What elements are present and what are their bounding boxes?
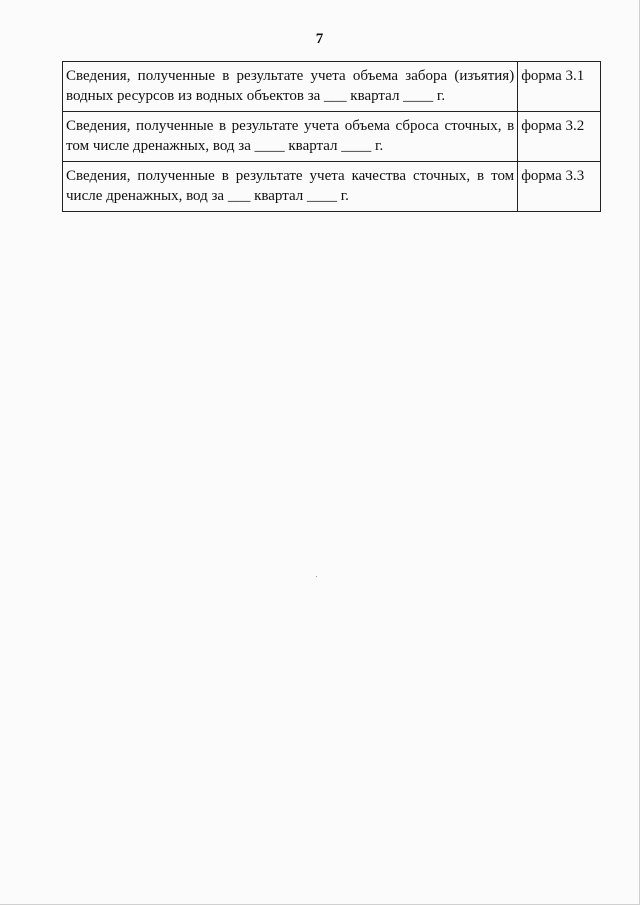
row-description: Сведения, полученные в результате учета качества сточных, в том числе дренажных, вод за ___ квартал ____ г. (63, 162, 518, 212)
table-row (63, 62, 601, 112)
row-form-reference: форма 3.2 (518, 112, 601, 162)
table-row (63, 112, 601, 162)
table-row (63, 162, 601, 212)
scan-speck (316, 576, 317, 577)
page-number: 7 (315, 31, 324, 47)
row-description: Сведения, полученные в результате учета объема забора (изъятия) водных ресурсов из водных объектов за ___ квартал ____ г. (63, 62, 518, 112)
row-description: Сведения, полученные в результате учета объема сброса сточных, в том числе дренажных, вод за ____ квартал ____ г. (63, 112, 518, 162)
row-form-reference: форма 3.3 (518, 162, 601, 212)
row-form-reference: форма 3.1 (518, 62, 601, 112)
forms-table (62, 61, 601, 212)
